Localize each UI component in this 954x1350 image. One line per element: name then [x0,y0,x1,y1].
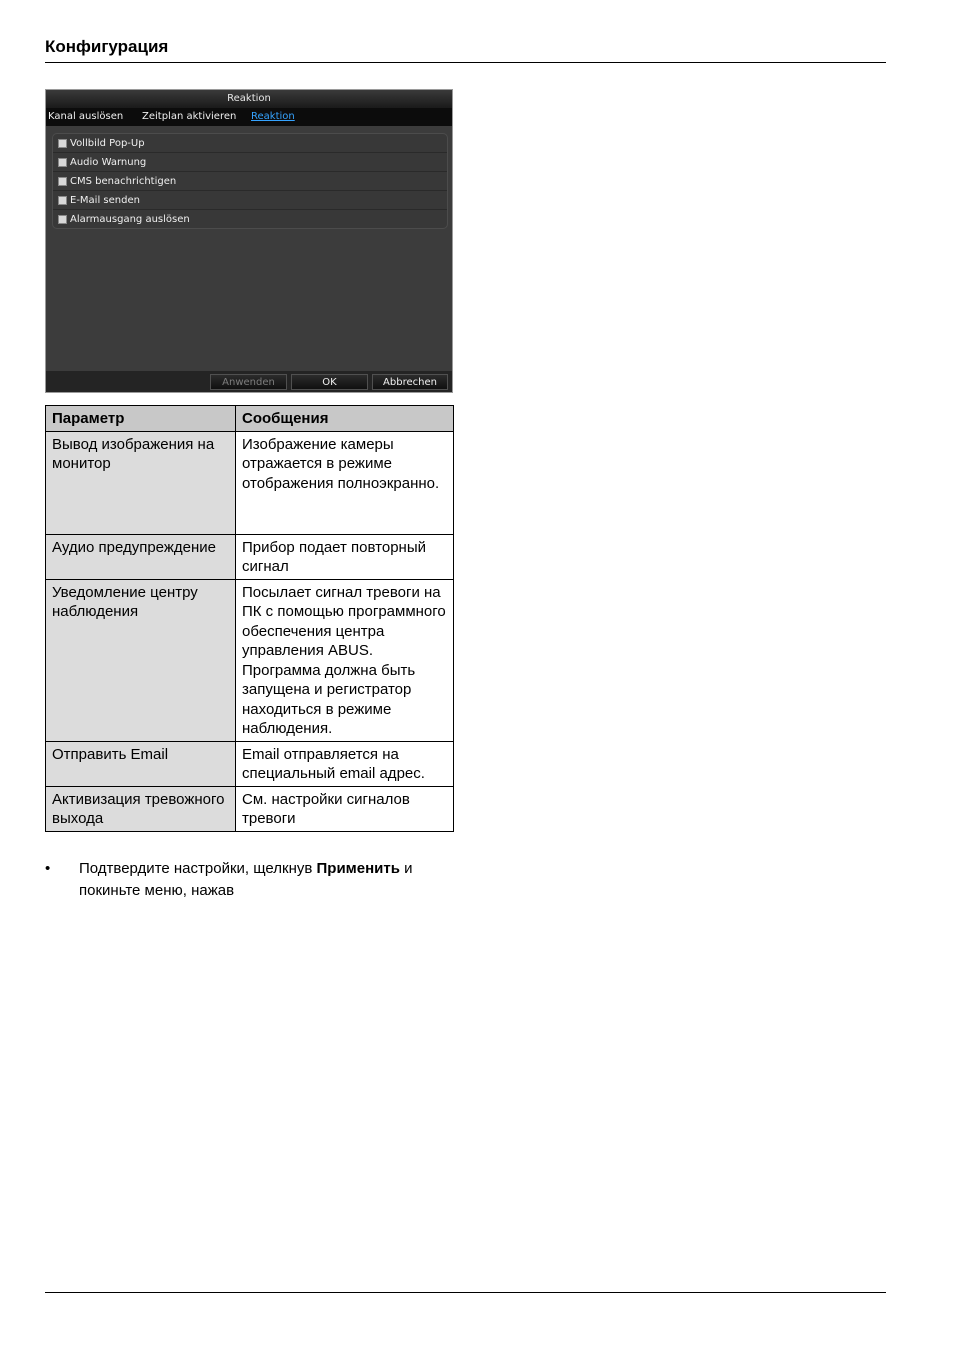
checkbox-cms-benachrichtigen[interactable] [58,177,67,186]
tab-zeitplan-aktivieren[interactable]: Zeitplan aktivieren [142,111,237,122]
table-row [46,579,454,741]
instruction-bullet [45,858,465,902]
cancel-button[interactable]: Abbrechen [372,374,448,390]
table-cell-parameter: Активизация тревожного выхода [46,786,236,831]
instruction-apply-term: Применить [316,860,400,877]
option-label: Audio Warnung [70,156,147,168]
dialog-tab-bar [46,108,452,126]
checkbox-audio-warnung[interactable] [58,158,67,167]
page-title: Конфигурация [45,37,169,56]
option-label: CMS benachrichtigen [70,175,177,187]
checkbox-email-senden[interactable] [58,196,67,205]
table-cell-message: Изображение камеры отражается в режиме отображения полноэкранно. [236,431,454,534]
reaction-dialog [45,89,453,393]
reaction-options-list [52,133,448,229]
instruction-text [79,858,465,902]
apply-button[interactable]: Anwenden [210,374,287,390]
table-cell-message: Прибор подает повторный сигнал [236,534,454,579]
option-email-senden[interactable] [53,191,447,210]
column-header-messages: Сообщения [236,406,454,432]
ok-button[interactable]: OK [291,374,368,390]
instruction-text-after: и покиньте меню, нажав [79,860,413,899]
option-vollbild-popup[interactable] [53,134,447,153]
column-header-parameter: Параметр [46,406,236,432]
table-cell-message: Email отправляется на специальный email адрес. [236,741,454,786]
option-label: E-Mail senden [70,194,140,206]
option-label: Alarmausgang auslösen [70,214,190,225]
parameter-table [45,405,454,832]
option-cms-benachrichtigen[interactable] [53,172,447,191]
table-cell-parameter: Аудио предупреждение [46,534,236,579]
table-row [46,786,454,831]
table-row [46,431,454,534]
table-cell-message: Посылает сигнал тревоги на ПК с помощью программного обеспечения центра управления ABUS. Программа должна быть запущена и регистратор находиться в режиме наблюдения. [236,579,454,741]
tab-kanal-ausloesen[interactable]: Kanal auslösen [48,111,124,122]
table-row [46,534,454,579]
header-divider [45,62,886,63]
option-label: Vollbild Pop-Up [70,137,145,149]
checkbox-alarmausgang[interactable] [58,215,67,224]
table-header-row [46,406,454,432]
option-alarmausgang[interactable] [53,210,447,229]
option-audio-warnung[interactable] [53,153,447,172]
dialog-footer [46,371,452,392]
checkbox-vollbild-popup[interactable] [58,139,67,148]
bullet-marker: • [45,860,51,877]
instruction-text-before: Подтвердите настройки, щелкнув [79,860,317,877]
table-cell-message: См. настройки сигналов тревоги [236,786,454,831]
table-cell-parameter: Вывод изображения на монитор [46,431,236,534]
tab-reaktion[interactable]: Reaktion [251,111,295,122]
table-row [46,741,454,786]
table-cell-parameter: Уведомление центру наблюдения [46,579,236,741]
table-cell-parameter: Отправить Email [46,741,236,786]
footer-divider [45,1292,886,1293]
dialog-title: Reaktion [46,90,452,108]
